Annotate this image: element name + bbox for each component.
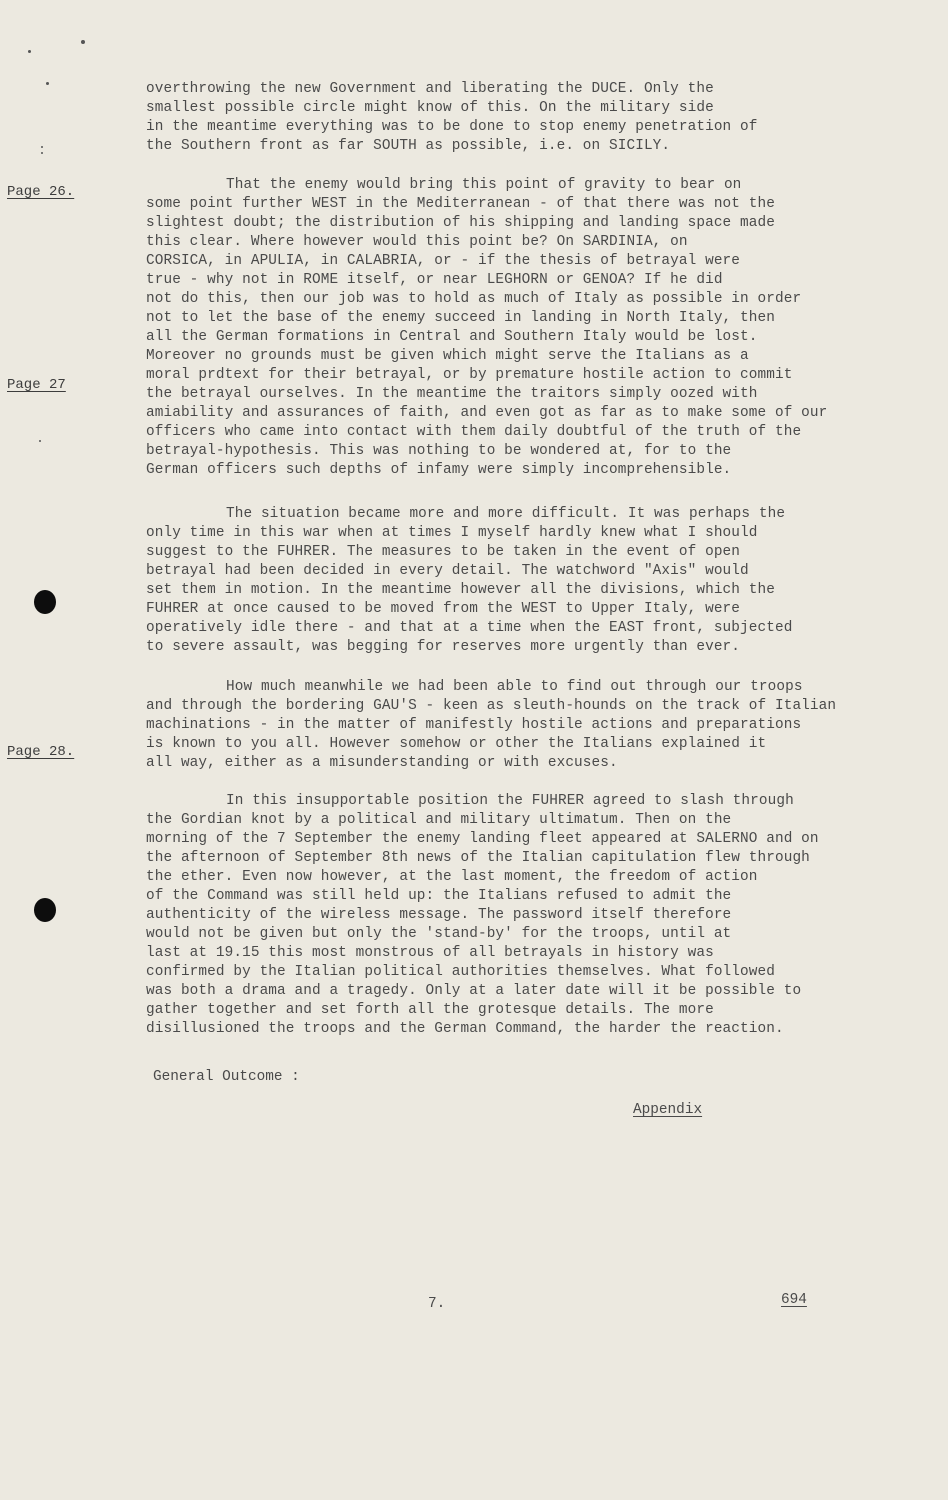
paragraph-4: [146, 678, 926, 773]
text-line: all way, either as a misunderstanding or with excuses.: [146, 755, 618, 771]
text-line: suggest to the FUHRER. The measures to be taken in the event of open: [146, 544, 741, 560]
paragraph-2: [146, 176, 926, 480]
general-outcome-heading: General Outcome :: [153, 1069, 300, 1085]
text-line: officers who came into contact with them daily doubtful of the truth of the: [146, 424, 802, 440]
text-line: not to let the base of the enemy succeed in landing in North Italy, then: [146, 310, 775, 326]
text-line: not do this, then our job was to hold as much of Italy as possible in order: [146, 291, 802, 307]
text-line: Moreover no grounds must be given which might serve the Italians as a: [146, 348, 749, 364]
text-line: all the German formations in Central and Southern Italy would be lost.: [146, 329, 758, 345]
text-line: machinations - in the matter of manifestly hostile actions and preparations: [146, 717, 802, 733]
text-line: the afternoon of September 8th news of the Italian capitulation flew through: [146, 850, 810, 866]
text-line: last at 19.15 this most monstrous of all betrayals in history was: [146, 945, 714, 961]
speck-mark: [39, 440, 41, 442]
text-line: How much meanwhile we had been able to find out through our troops: [226, 679, 803, 695]
text-line: was both a drama and a tragedy. Only at a later date will it be possible to: [146, 983, 802, 999]
text-line: moral prdtext for their betrayal, or by premature hostile action to commit: [146, 367, 793, 383]
text-line: the Southern front as far SOUTH as possible, i.e. on SICILY.: [146, 138, 671, 154]
text-line: That the enemy would bring this point of gravity to bear on: [226, 177, 742, 193]
text-line: true - why not in ROME itself, or near LEGHORN or GENOA? If he did: [146, 272, 723, 288]
text-line: only time in this war when at times I myself hardly knew what I should: [146, 525, 758, 541]
margin-note-page-28: Page 28.: [7, 744, 75, 760]
margin-note-page-26: Page 26.: [7, 184, 75, 200]
text-line: confirmed by the Italian political authorities themselves. What followed: [146, 964, 775, 980]
text-line: this clear. Where however would this point be? On SARDINIA, on: [146, 234, 688, 250]
text-line: of the Command was still held up: the Italians refused to admit the: [146, 888, 732, 904]
text-line: In this insupportable position the FUHRER agreed to slash through: [226, 793, 794, 809]
text-line: amiability and assurances of faith, and even got as far as to make some of our: [146, 405, 828, 421]
text-line: overthrowing the new Government and liberating the DUCE. Only the: [146, 81, 714, 97]
text-line: and through the bordering GAU'S - keen as sleuth-hounds on the track of Italian: [146, 698, 837, 714]
text-line: CORSICA, in APULIA, in CALABRIA, or - if the thesis of betrayal were: [146, 253, 741, 269]
paragraph-3: [146, 505, 926, 657]
text-line: to severe assault, was begging for reserves more urgently than ever.: [146, 639, 741, 655]
text-line: slightest doubt; the distribution of his shipping and landing space made: [146, 215, 775, 231]
text-line: the betrayal ourselves. In the meantime the traitors simply oozed with: [146, 386, 758, 402]
text-line: morning of the 7 September the enemy landing fleet appeared at SALERNO and on: [146, 831, 819, 847]
paragraph-1: [146, 80, 926, 156]
text-line: FUHRER at once caused to be moved from the WEST to Upper Italy, were: [146, 601, 741, 617]
text-line: German officers such depths of infamy were simply incomprehensible.: [146, 462, 732, 478]
text-line: gather together and set forth all the grotesque details. The more: [146, 1002, 714, 1018]
margin-note-page-27: Page 27: [7, 377, 66, 393]
text-line: operatively idle there - and that at a time when the EAST front, subjected: [146, 620, 793, 636]
text-line: would not be given but only the 'stand-by' for the troops, until at: [146, 926, 732, 942]
folio-number: 694: [781, 1292, 807, 1308]
speck-mark: [41, 152, 43, 154]
text-line: disillusioned the troops and the German Command, the harder the reaction.: [146, 1021, 784, 1037]
text-line: in the meantime everything was to be done to stop enemy penetration of: [146, 119, 758, 135]
text-line: is known to you all. However somehow or other the Italians explained it: [146, 736, 767, 752]
text-line: some point further WEST in the Mediterranean - of that there was not the: [146, 196, 775, 212]
speck-mark: [28, 50, 31, 53]
page-number: 7.: [428, 1296, 446, 1312]
text-line: authenticity of the wireless message. The password itself therefore: [146, 907, 732, 923]
punch-hole: [34, 590, 56, 614]
text-line: The situation became more and more difficult. It was perhaps the: [226, 506, 786, 522]
appendix-label: Appendix: [633, 1102, 703, 1118]
speck-mark: [46, 82, 49, 85]
paragraph-5: [146, 792, 926, 1039]
speck-mark: [41, 146, 43, 148]
speck-mark: [81, 40, 85, 44]
punch-hole: [34, 898, 56, 922]
text-line: the Gordian knot by a political and military ultimatum. Then on the: [146, 812, 732, 828]
text-line: the ether. Even now however, at the last moment, the freedom of action: [146, 869, 758, 885]
text-line: smallest possible circle might know of this. On the military side: [146, 100, 714, 116]
text-line: set them in motion. In the meantime however all the divisions, which the: [146, 582, 775, 598]
text-line: betrayal had been decided in every detail. The watchword "Axis" would: [146, 563, 749, 579]
text-line: betrayal-hypothesis. This was nothing to be wondered at, for to the: [146, 443, 732, 459]
